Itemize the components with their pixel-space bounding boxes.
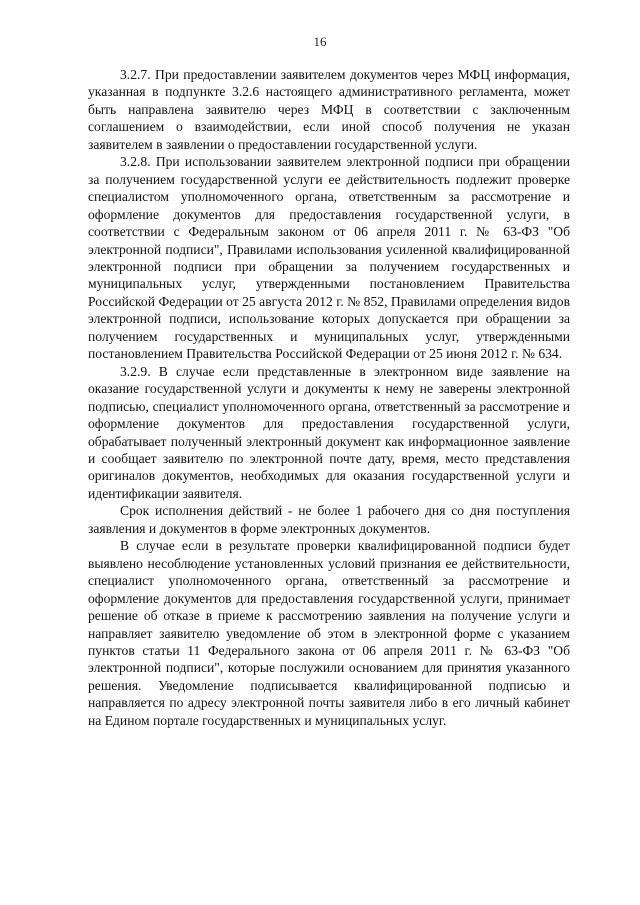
- paragraph-deadline: Срок исполнения действий - не более 1 рабочего дня со дня поступления заявления и документов в форме электронных документов.: [88, 503, 570, 536]
- paragraph-3-2-9: 3.2.9. В случае если представленные в электронном виде заявление на оказание государственной услуги и документы к нему не заверены электронной подписью, специалист уполномоченного органа, ответственный за рассмотрение и оформление документов для предоставления государственной услуги, обрабатывает полученный электронный документ как информационное заявление и сообщает заявителю по электронной почте дату, время, место представления оригиналов документов, необходимых для оказания государственной услуги и идентификации заявителя.: [88, 363, 570, 501]
- paragraph-signature-check: В случае если в результате проверки квалифицированной подписи будет выявлено несоблюдение установленных условий признания ее действительности, специалист уполномоченного органа, ответственный за рассмотрение и оформление документов для предоставления государственной услуги, принимает решение об отказе в приеме к рассмотрению заявления на получение услуги и направляет заявителю уведомление об этом в электронной форме с указанием пунктов статьи 11 Федерального закона от 06 апреля 2011 г. № 63-ФЗ "Об электронной подписи", которые послужили основанием для принятия указанного решения. Уведомление подписывается квалифицированной подписью и направляется по адресу электронной почты заявителя либо в его личный кабинет на Едином портале государственных и муниципальных услуг.: [88, 538, 570, 728]
- page-number: 16: [313, 34, 327, 49]
- paragraph-3-2-8: 3.2.8. При использовании заявителем электронной подписи при обращении за получением государственной услуги ее действительность подлежит проверке специалистом уполномоченного органа, ответственным за рассмотрение и оформление документов для предоставления государственной услуги, в соответствии с Федеральным законом от 06 апреля 2011 г. № 63-ФЗ "Об электронной подписи", Правилами использования усиленной квалифицированной электронной подписи при обращении за получением государственных и муниципальных услуг, утвержденными постановлением Правительства Российской Федерации от 25 августа 2012 г. № 852, Правилами определения видов электронной подписи, использование которых допускается при обращении за получением государственных и муниципальных услуг, утвержденными постановлением Правительства Российской Федерации от 25 июня 2012 г. № 634.: [88, 154, 570, 362]
- paragraph-3-2-7: 3.2.7. При предоставлении заявителем документов через МФЦ информация, указанная в подпункте 3.2.6 настоящего административного регламента, может быть направлена заявителю через МФЦ в соответствии с заключенным соглашением о взаимодействии, если иной способ получения не указан заявителем в заявлении о предоставлении государственной услуги.: [88, 67, 570, 152]
- document-body: [88, 66, 570, 729]
